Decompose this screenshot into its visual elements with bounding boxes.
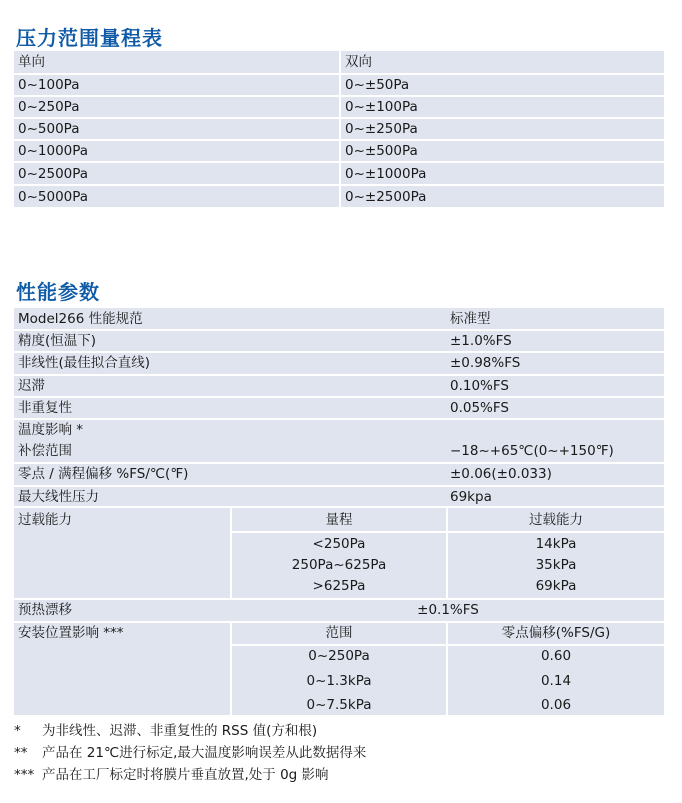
- overload-header-range: 量程: [325, 512, 353, 528]
- perf-nonrepeat-label: 非重复性: [18, 400, 72, 416]
- footnote-text: 为非线性、迟滞、非重复性的 RSS 值(方和根): [42, 723, 318, 739]
- range-cell: 0~±1000Pa: [345, 166, 427, 182]
- range-cell: 0~±250Pa: [345, 121, 418, 137]
- range-cell: 0~1000Pa: [18, 143, 89, 159]
- footnote-mark: **: [14, 745, 28, 761]
- range-header-bidirectional: 双向: [345, 54, 372, 70]
- overload-cell: 35kPa: [535, 557, 577, 573]
- overload-cell: <250Pa: [312, 536, 366, 552]
- perf-zero-shift-value: ±0.06(±0.033): [450, 466, 552, 482]
- range-cell: 0~250Pa: [18, 99, 80, 115]
- perf-max-linear-label: 最大线性压力: [18, 489, 99, 505]
- preheat-label: 预热漂移: [18, 602, 72, 618]
- overload-header-capacity: 过载能力: [529, 512, 583, 528]
- range-cell: 0~±100Pa: [345, 99, 418, 115]
- perf-table-title: 性能参数: [16, 280, 100, 304]
- overload-cell: 69kPa: [535, 578, 577, 594]
- mount-header-offset: 零点偏移(%FS/G): [501, 625, 611, 641]
- footnote-mark: ***: [14, 767, 35, 783]
- overload-cell: >625Pa: [312, 578, 366, 594]
- mount-label: 安装位置影响 ***: [18, 625, 124, 641]
- perf-temp-effect-label: 温度影响 *: [18, 422, 84, 438]
- perf-zero-shift-label: 零点 / 满程偏移 %FS/℃(℉): [18, 466, 189, 482]
- range-table-title: 压力范围量程表: [16, 26, 163, 50]
- perf-accuracy-label: 精度(恒温下): [18, 333, 97, 349]
- perf-spec-label: Model266 性能规范: [18, 311, 143, 327]
- range-cell: 0~±500Pa: [345, 143, 418, 159]
- footnote: [14, 764, 329, 786]
- perf-nonrepeat-value: 0.05%FS: [450, 400, 509, 416]
- perf-max-linear-value: 69kpa: [450, 489, 492, 505]
- range-cell: 0~100Pa: [18, 77, 80, 93]
- mount-cell: 0~7.5kPa: [306, 697, 372, 713]
- mount-cell: 0.06: [540, 697, 572, 713]
- range-cell: 0~500Pa: [18, 121, 80, 137]
- mount-cell: 0.14: [540, 673, 572, 689]
- footnote-mark: *: [14, 723, 21, 739]
- footnote-text: 产品在 21℃进行标定,最大温度影响误差从此数据得来: [42, 745, 367, 761]
- preheat-value: ±0.1%FS: [417, 602, 479, 618]
- overload-cell: 250Pa~625Pa: [291, 557, 387, 573]
- perf-hysteresis-label: 迟滞: [18, 378, 45, 394]
- footnote-text: 产品在工厂标定时将膜片垂直放置,处于 0g 影响: [42, 767, 329, 783]
- mount-cell: 0~250Pa: [308, 648, 370, 664]
- range-cell: 0~5000Pa: [18, 189, 89, 205]
- perf-hysteresis-value: 0.10%FS: [450, 378, 509, 394]
- perf-nonlinearity-label: 非线性(最佳拟合直线): [18, 355, 151, 371]
- perf-spec-value: 标准型: [450, 311, 491, 327]
- mount-cell: 0~1.3kPa: [306, 673, 372, 689]
- footnote: [14, 720, 317, 742]
- range-header-unidirectional: 单向: [18, 54, 45, 70]
- mount-header-range: 范围: [325, 625, 353, 641]
- perf-accuracy-value: ±1.0%FS: [450, 333, 512, 349]
- range-cell: 0~2500Pa: [18, 166, 89, 182]
- overload-cell: 14kPa: [535, 536, 577, 552]
- range-cell: 0~±50Pa: [345, 77, 410, 93]
- perf-compensation-value: −18~+65℃(0~+150℉): [450, 443, 614, 459]
- perf-nonlinearity-value: ±0.98%FS: [450, 355, 521, 371]
- range-cell: 0~±2500Pa: [345, 189, 427, 205]
- perf-compensation-label: 补偿范围: [18, 443, 72, 459]
- footnote: [14, 742, 366, 764]
- mount-cell: 0.60: [540, 648, 572, 664]
- overload-label: 过载能力: [18, 512, 72, 528]
